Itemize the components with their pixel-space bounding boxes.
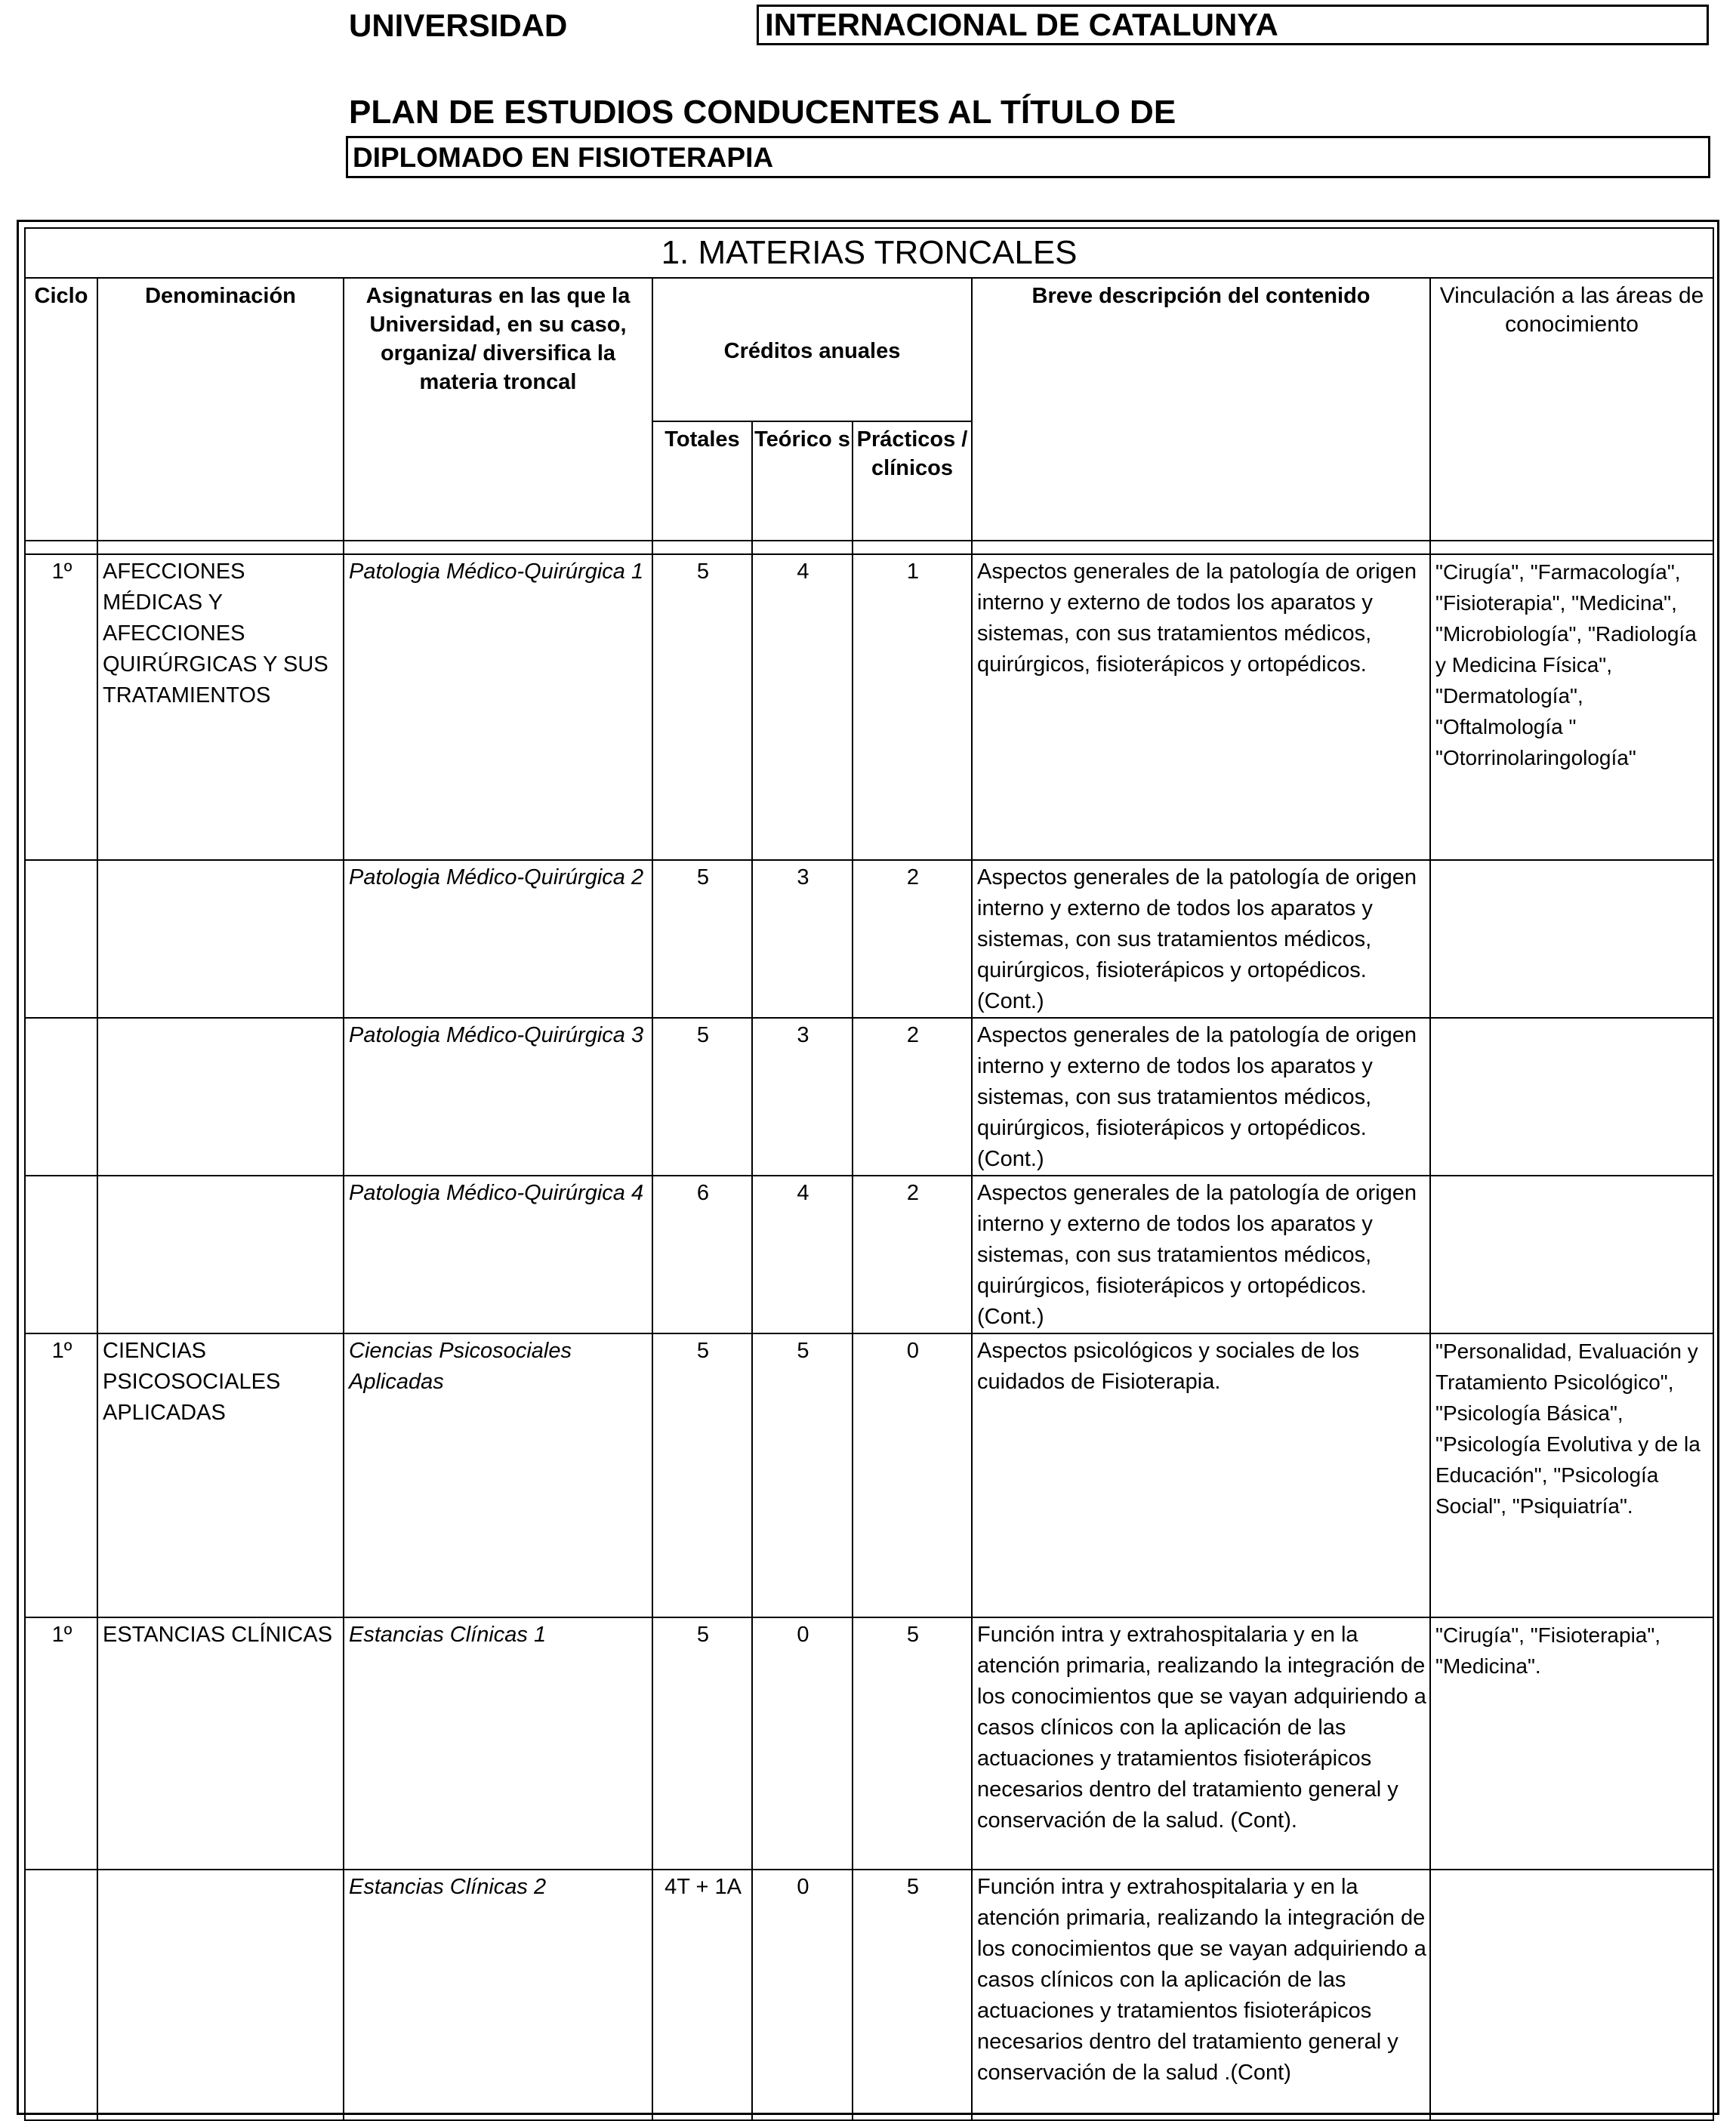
column-header-asignaturas: Asignaturas en las que la Universidad, en su caso, organiza/ diversifica la materia troncal (344, 278, 652, 541)
column-header-teoricos: Teórico s (752, 421, 853, 541)
column-header-descripcion: Breve descripción del contenido (972, 278, 1430, 541)
denominacion-cell (97, 1018, 344, 1176)
practicos-cell: 5 (853, 1617, 972, 1870)
denominacion-cell: AFECCIONES MÉDICAS Y AFECCIONES QUIRÚRGICAS Y SUS TRATAMIENTOS (97, 554, 344, 860)
vinculacion-cell: "Cirugía", "Fisioterapia", "Medicina". (1430, 1617, 1713, 1870)
totales-cell: 5 (652, 1018, 752, 1176)
table-row (25, 1617, 1713, 1870)
denominacion-cell (97, 1870, 344, 2120)
vinculacion-cell: "Cirugía", "Farmacología", "Fisioterapia", "Medicina", "Microbiología", "Radiología y Medicina Física", "Dermatología", "Oftalmología " "Otorrinolaringología" (1430, 554, 1713, 860)
totales-cell: 4T + 1A (652, 1870, 752, 2120)
denominacion-cell (97, 1176, 344, 1333)
column-header-creditos: Créditos anuales (652, 278, 972, 421)
plan-title: PLAN DE ESTUDIOS CONDUCENTES AL TÍTULO DE (349, 94, 1176, 131)
table-row (25, 860, 1713, 1018)
denominacion-cell: CIENCIAS PSICOSOCIALES APLICADAS (97, 1333, 344, 1617)
table-row (25, 554, 1713, 860)
practicos-cell: 0 (853, 1333, 972, 1617)
practicos-cell: 1 (853, 554, 972, 860)
vinculacion-cell (1430, 1176, 1713, 1333)
teoricos-cell: 5 (752, 1333, 853, 1617)
degree-field: DIPLOMADO EN FISIOTERAPIA (346, 136, 1710, 178)
teoricos-cell: 3 (752, 1018, 853, 1176)
descripcion-cell: Función intra y extrahospitalaria y en la atención primaria, realizando la integración de los conocimientos que se vayan adquiriendo a casos clínicos con la aplicación de las actuaciones y tratamientos fisioterápicos necesarios dentro del tratamiento general y conservación de la salud. (Cont). (972, 1617, 1430, 1870)
teoricos-cell: 3 (752, 860, 853, 1018)
ciclo-cell (25, 860, 97, 1018)
totales-cell: 6 (652, 1176, 752, 1333)
teoricos-cell: 4 (752, 1176, 853, 1333)
column-header-practicos: Prácticos / clínicos (853, 421, 972, 541)
descripcion-cell: Aspectos psicológicos y sociales de los cuidados de Fisioterapia. (972, 1333, 1430, 1617)
column-header-ciclo: Ciclo (25, 278, 97, 541)
table-row (25, 1018, 1713, 1176)
ciclo-cell (25, 1018, 97, 1176)
denominacion-cell (97, 860, 344, 1018)
column-header-totales: Totales (652, 421, 752, 541)
teoricos-cell: 0 (752, 1870, 853, 2120)
ciclo-cell (25, 1176, 97, 1333)
vinculacion-cell: "Personalidad, Evaluación y Tratamiento Psicológico", "Psicología Básica", "Psicología Evolutiva y de la Educación", "Psicología Social", "Psiquiatría". (1430, 1333, 1713, 1617)
header-gap-row (25, 541, 1713, 554)
materias-troncales-table (24, 227, 1714, 2121)
totales-cell: 5 (652, 1617, 752, 1870)
ciclo-cell: 1º (25, 554, 97, 860)
asignatura-cell: Estancias Clínicas 2 (344, 1870, 652, 2120)
descripcion-cell: Función intra y extrahospitalaria y en la atención primaria, realizando la integración de los conocimientos que se vayan adquiriendo a casos clínicos con la aplicación de las actuaciones y tratamientos fisioterápicos necesarios dentro del tratamiento general y conservación de la salud .(Cont) (972, 1870, 1430, 2120)
table-row (25, 1333, 1713, 1617)
totales-cell: 5 (652, 554, 752, 860)
asignatura-cell: Patologia Médico-Quirúrgica 2 (344, 860, 652, 1018)
university-name-field: INTERNACIONAL DE CATALUNYA (757, 5, 1709, 45)
asignatura-cell: Patologia Médico-Quirúrgica 4 (344, 1176, 652, 1333)
table-row (25, 1870, 1713, 2120)
ciclo-cell (25, 1870, 97, 2120)
practicos-cell: 2 (853, 1018, 972, 1176)
teoricos-cell: 4 (752, 554, 853, 860)
vinculacion-cell (1430, 860, 1713, 1018)
descripcion-cell: Aspectos generales de la patología de origen interno y externo de todos los aparatos y sistemas, con sus tratamientos médicos, quirúrgicos, fisioterápicos y ortopédicos. (Cont.) (972, 1018, 1430, 1176)
vinculacion-cell (1430, 1018, 1713, 1176)
table-row (25, 1176, 1713, 1333)
vinculacion-cell (1430, 1870, 1713, 2120)
university-label: UNIVERSIDAD (349, 8, 568, 43)
asignatura-cell: Patologia Médico-Quirúrgica 1 (344, 554, 652, 860)
descripcion-cell: Aspectos generales de la patología de origen interno y externo de todos los aparatos y sistemas, con sus tratamientos médicos, quirúrgicos, fisioterápicos y ortopédicos. (Cont.) (972, 1176, 1430, 1333)
totales-cell: 5 (652, 860, 752, 1018)
asignatura-cell: Estancias Clínicas 1 (344, 1617, 652, 1870)
teoricos-cell: 0 (752, 1617, 853, 1870)
descripcion-cell: Aspectos generales de la patología de origen interno y externo de todos los aparatos y sistemas, con sus tratamientos médicos, quirúrgicos, fisioterápicos y ortopédicos. (972, 554, 1430, 860)
asignatura-cell: Patologia Médico-Quirúrgica 3 (344, 1018, 652, 1176)
practicos-cell: 2 (853, 860, 972, 1018)
ciclo-cell: 1º (25, 1617, 97, 1870)
column-header-denominacion: Denominación (97, 278, 344, 541)
column-header-vinculacion: Vinculación a las áreas de conocimiento (1430, 278, 1713, 541)
totales-cell: 5 (652, 1333, 752, 1617)
ciclo-cell: 1º (25, 1333, 97, 1617)
section-title: 1. MATERIAS TRONCALES (25, 228, 1713, 278)
practicos-cell: 2 (853, 1176, 972, 1333)
denominacion-cell: ESTANCIAS CLÍNICAS (97, 1617, 344, 1870)
asignatura-cell: Ciencias Psicosociales Aplicadas (344, 1333, 652, 1617)
descripcion-cell: Aspectos generales de la patología de origen interno y externo de todos los aparatos y sistemas, con sus tratamientos médicos, quirúrgicos, fisioterápicos y ortopédicos. (Cont.) (972, 860, 1430, 1018)
practicos-cell: 5 (853, 1870, 972, 2120)
